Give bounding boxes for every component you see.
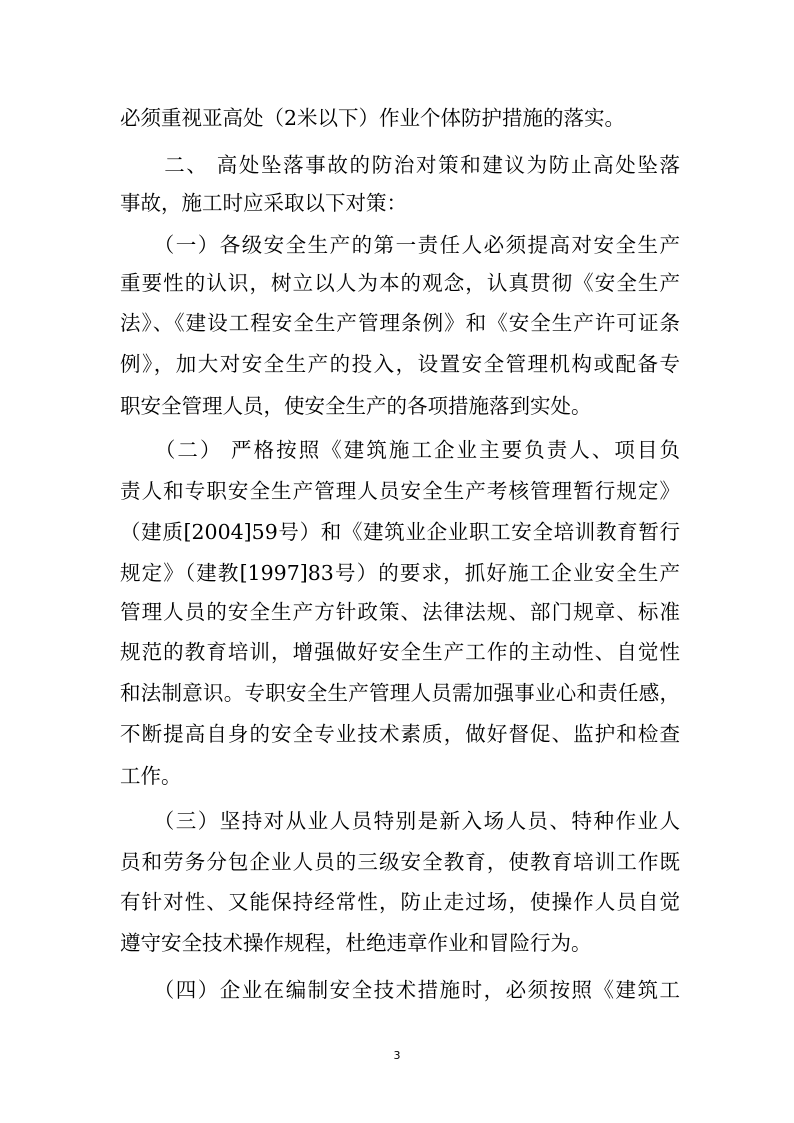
text-line: 管理人员的安全生产方针政策、法律法规、部门规章、标准 xyxy=(120,600,680,624)
text-line: （建质[2004]59号）和《建筑业企业职工安全培训教育暂行 xyxy=(120,520,680,544)
text-line: 遵守安全技术操作规程，杜绝违章作业和冒险行为。 xyxy=(120,931,592,955)
text-line: （二） 严格按照《建筑施工企业主要负责人、项目负 xyxy=(120,438,680,462)
text-line: 责人和专职安全生产管理人员安全生产考核管理暂行规定》 xyxy=(120,479,680,503)
text-line: 员和劳务分包企业人员的三级安全教育，使教育培训工作既 xyxy=(120,850,680,874)
text-line: 规定》（建教[1997]83号）的要求，抓好施工企业安全生产 xyxy=(120,561,680,585)
text-line: 职安全管理人员，使安全生产的各项措施落到实处。 xyxy=(120,394,592,418)
text-line: （一）各级安全生产的第一责任人必须提高对安全生产 xyxy=(120,233,680,257)
text-line: 二、 高处坠落事故的防治对策和建议为防止高处坠落 xyxy=(120,153,680,177)
text-line: （三）坚持对从业人员特别是新入场人员、特种作业人 xyxy=(120,809,680,833)
text-line: 事故，施工时应采取以下对策： xyxy=(120,191,407,215)
text-line: 规范的教育培训，增强做好安全生产工作的主动性、自觉性 xyxy=(120,640,680,664)
text-line: 和法制意识。专职安全生产管理人员需加强事业心和责任感， xyxy=(120,681,680,705)
text-line: 例》，加大对安全生产的投入，设置安全管理机构或配备专 xyxy=(120,352,680,376)
text-line: 重要性的认识，树立以人为本的观念，认真贯彻《安全生产 xyxy=(120,271,680,295)
text-line: 不断提高自身的安全专业技术素质，做好督促、监护和检查 xyxy=(120,722,680,746)
text-line: 必须重视亚高处（2米以下）作业个体防护措施的落实。 xyxy=(120,106,626,130)
text-line: （四）企业在编制安全技术措施时，必须按照《建筑工 xyxy=(120,978,680,1002)
text-line: 法》、《建设工程安全生产管理条例》和《安全生产许可证条 xyxy=(120,311,680,335)
text-line: 有针对性、又能保持经常性，防止走过场，使操作人员自觉 xyxy=(120,890,680,914)
page-number: 3 xyxy=(393,1049,401,1062)
text-line: 工作。 xyxy=(120,764,182,788)
